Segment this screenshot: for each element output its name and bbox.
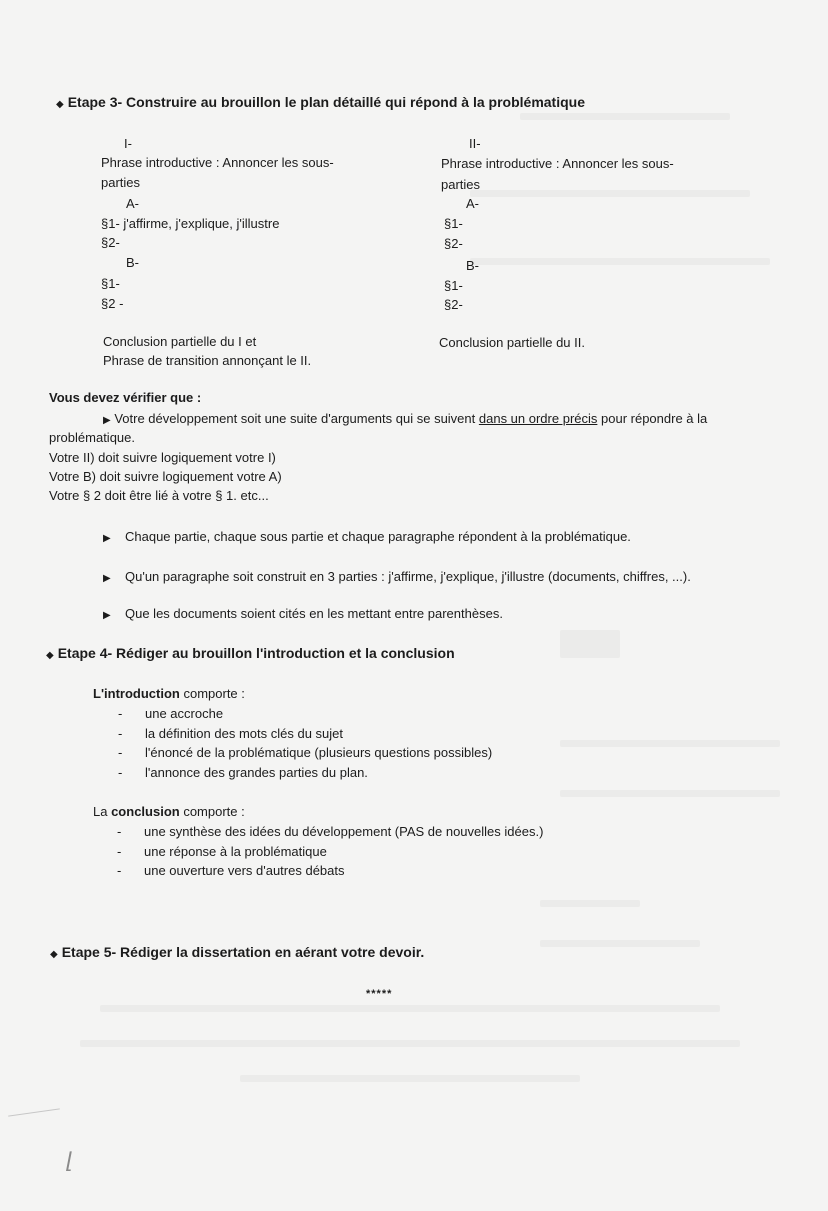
right-sub-a: A-: [466, 196, 479, 211]
verify-item2-text: Chaque partie, chaque sous partie et chaque paragraphe répondent à la problématique.: [125, 529, 631, 544]
verify-item1-tail: pour répondre à la: [597, 411, 708, 426]
verify-title: Vous devez vérifier que :: [49, 390, 202, 405]
right-intro-line1: Phrase introductive : Annoncer les sous-: [441, 156, 674, 171]
triangle-bullet-icon: ▶: [103, 573, 111, 584]
triangle-bullet-icon: ▶: [103, 415, 111, 426]
left-intro-line2: parties: [101, 175, 141, 190]
right-s1-b: §1-: [444, 278, 463, 293]
verify-item1-text: Votre développement soit une suite d'arguments qui se suivent: [114, 411, 479, 426]
bleed-through-mark: [470, 258, 770, 265]
list-item: - l'annonce des grandes parties du plan.: [118, 763, 492, 783]
list-item: - l'énoncé de la problématique (plusieurs questions possibles): [118, 743, 492, 763]
verify-item3-text: Qu'un paragraphe soit construit en 3 parties : j'affirme, j'explique, j'illustre (documents, chiffres, ...).: [125, 569, 691, 584]
intro-label-bold: L'introduction: [93, 686, 180, 701]
right-s2-b: §2-: [444, 297, 463, 312]
right-sub-b: B-: [466, 258, 479, 273]
conclusion-label: [93, 802, 245, 821]
left-sub-b: B-: [126, 255, 139, 270]
left-s2-b: §2 -: [101, 296, 124, 311]
right-part-label: II-: [469, 136, 481, 151]
left-conclusion-line2: Phrase de transition annonçant le II.: [103, 353, 312, 368]
closing-stars: *****: [366, 988, 393, 1000]
verify-item1: [103, 409, 707, 430]
etape5-heading: [50, 944, 424, 960]
bleed-through-mark: [470, 190, 750, 197]
left-intro-line1: Phrase introductive : Annoncer les sous-: [101, 155, 334, 170]
list-item: - la définition des mots clés du sujet: [118, 724, 492, 744]
left-s2-a: §2-: [101, 235, 120, 250]
left-s1-b: §1-: [101, 276, 120, 291]
right-intro-line2: parties: [441, 177, 481, 192]
left-s1-a: §1- j'affirme, j'explique, j'illustre: [101, 216, 280, 231]
bleed-through-mark: [100, 1005, 720, 1012]
diamond-bullet-icon: ◆: [46, 650, 54, 661]
pencil-mark: ⌊: [66, 1148, 75, 1173]
verify-line-c: Votre § 2 doit être lié à votre § 1. etc...: [49, 488, 269, 503]
etape3-heading-text: Etape 3- Construire au brouillon le plan détaillé qui répond à la problématique: [67, 94, 585, 110]
verify-item3: [103, 567, 691, 588]
bleed-through-mark: [540, 940, 700, 947]
bleed-through-mark: [80, 1040, 740, 1047]
list-item: - une réponse à la problématique: [117, 842, 543, 862]
left-sub-a: A-: [126, 196, 139, 211]
etape3-heading: [56, 94, 585, 110]
verify-line-a: Votre II) doit suivre logiquement votre I): [49, 450, 276, 465]
etape4-heading: [46, 645, 455, 661]
verify-line-b: Votre B) doit suivre logiquement votre A): [49, 469, 282, 484]
etape5-heading-text: Etape 5- Rédiger la dissertation en aérant votre devoir.: [61, 944, 425, 960]
verify-item1-line2: problématique.: [49, 430, 135, 445]
verify-item1-underlined: dans un ordre précis: [478, 411, 598, 426]
right-s1-a: §1-: [444, 216, 463, 231]
list-item: - une synthèse des idées du développement (PAS de nouvelles idées.): [117, 822, 543, 842]
intro-label: [93, 684, 245, 703]
triangle-bullet-icon: ▶: [103, 533, 111, 544]
bleed-through-mark: [560, 790, 780, 797]
list-item: - une accroche: [118, 704, 492, 724]
etape4-heading-text: Etape 4- Rédiger au brouillon l'introduction et la conclusion: [57, 645, 455, 661]
conclusion-items-list: [117, 822, 543, 881]
pencil-stroke: [8, 1108, 60, 1116]
verify-item2: [103, 527, 631, 548]
diamond-bullet-icon: ◆: [56, 99, 64, 110]
left-part-label: I-: [124, 136, 132, 151]
right-conclusion: Conclusion partielle du II.: [439, 335, 585, 350]
bleed-through-mark: [520, 113, 730, 120]
verify-item4-text: Que les documents soient cités en les mettant entre parenthèses.: [125, 606, 503, 621]
conclusion-label-rest: comporte :: [179, 804, 245, 819]
bleed-through-mark: [560, 740, 780, 747]
diamond-bullet-icon: ◆: [50, 949, 58, 960]
right-s2-a: §2-: [444, 236, 463, 251]
intro-items-list: [118, 704, 492, 782]
conclusion-label-prefix: La: [93, 804, 112, 819]
bleed-through-mark: [560, 630, 620, 658]
list-item: - une ouverture vers d'autres débats: [117, 861, 543, 881]
intro-label-rest: comporte :: [179, 686, 245, 701]
conclusion-label-bold: conclusion: [111, 804, 180, 819]
bleed-through-mark: [540, 900, 640, 907]
verify-item4: [103, 604, 503, 625]
bleed-through-mark: [240, 1075, 580, 1082]
left-conclusion-line1: Conclusion partielle du I et: [103, 334, 257, 349]
triangle-bullet-icon: ▶: [103, 610, 111, 621]
